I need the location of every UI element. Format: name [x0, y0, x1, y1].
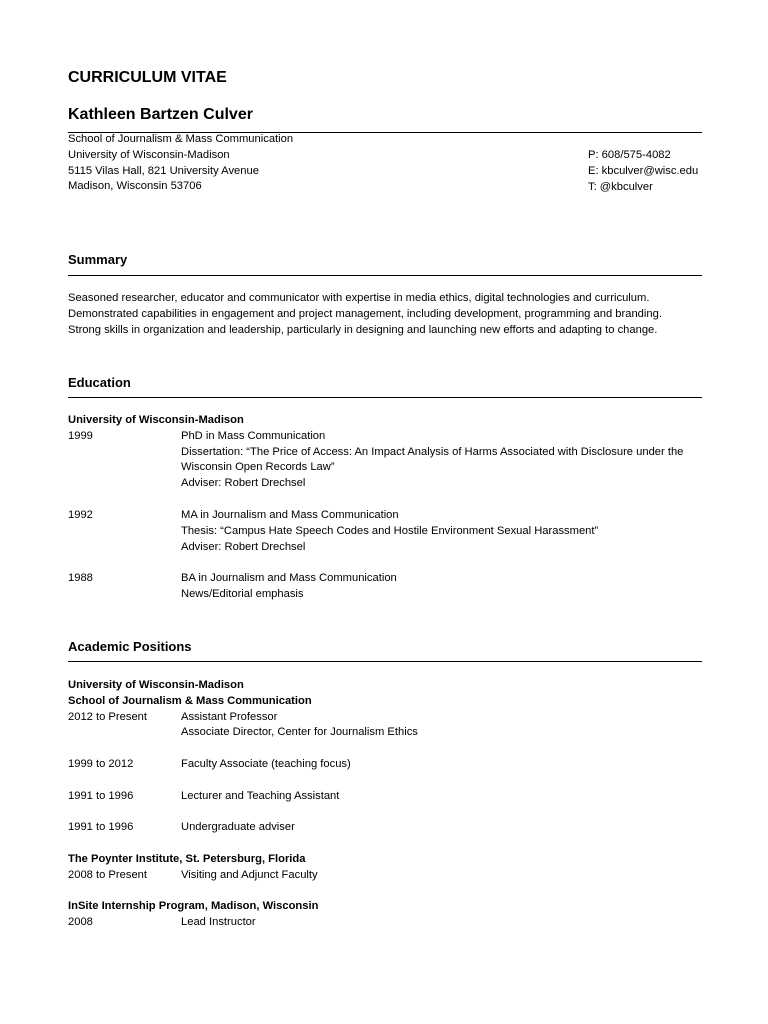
summary-divider: [68, 275, 702, 276]
summary-line: Seasoned researcher, educator and communicator with expertise in media ethics, digital technologies and curriculum.: [68, 292, 650, 304]
education-year: 1992: [68, 509, 93, 521]
position-title: Undergraduate adviser: [181, 821, 295, 833]
person-name: Kathleen Bartzen Culver: [68, 106, 253, 123]
email-address: E: kbculver@wisc.edu: [588, 164, 699, 177]
education-divider: [68, 397, 702, 398]
dissertation-line: Dissertation: “The Price of Access: An Impact Analysis of Harms Associated with Disclosure under the: [181, 445, 684, 458]
position-years: 2008: [68, 915, 93, 928]
education-heading: Education: [68, 375, 131, 390]
position-institution: The Poynter Institute, St. Petersburg, Florida: [68, 853, 306, 865]
position-years: 2012 to Present: [68, 710, 147, 723]
degree-title: BA in Journalism and Mass Communication: [181, 572, 397, 584]
address-line: Madison, Wisconsin 53706: [68, 180, 202, 193]
position-title: Assistant Professor: [181, 710, 278, 723]
adviser-line: Adviser: Robert Drechsel: [181, 540, 306, 553]
position-institution: University of Wisconsin-Madison: [68, 679, 244, 691]
position-entry: [68, 710, 706, 742]
education-entry: [68, 571, 706, 603]
summary-line: Strong skills in organization and leadership, particularly in designing and launching new efforts and adapting to change.: [68, 323, 658, 336]
education-institution: University of Wisconsin-Madison: [68, 414, 244, 426]
phone-number: P: 608/575-4082: [588, 149, 671, 161]
position-department: School of Journalism & Mass Communication: [68, 694, 312, 707]
address-line: 5115 Vilas Hall, 821 University Avenue: [68, 164, 259, 177]
summary-line: Demonstrated capabilities in engagement and project management, including development, programming and branding.: [68, 307, 662, 320]
education-entry: [68, 508, 706, 555]
position-title: Visiting and Adjunct Faculty: [181, 868, 318, 881]
position-group: [68, 678, 706, 741]
document-title: CURRICULUM VITAE: [68, 69, 227, 86]
education-entry: [68, 429, 706, 492]
degree-title: MA in Journalism and Mass Communication: [181, 509, 399, 521]
position-years: 1991 to 1996: [68, 821, 134, 833]
position-entry: [68, 757, 706, 773]
adviser-line: Adviser: Robert Drechsel: [181, 477, 306, 490]
position-title: Faculty Associate (teaching focus): [181, 758, 351, 770]
position-title: Lead Instructor: [181, 915, 256, 928]
address-block: [68, 132, 293, 195]
position-institution: InSite Internship Program, Madison, Wisconsin: [68, 900, 319, 912]
position-years: 1999 to 2012: [68, 758, 134, 770]
education-block: [68, 413, 706, 492]
position-years: 2008 to Present: [68, 868, 147, 881]
academic-positions-divider: [68, 661, 702, 662]
position-entry: [68, 820, 706, 836]
thesis-line: Thesis: “Campus Hate Speech Codes and Hostile Environment Sexual Harassment”: [181, 524, 599, 537]
position-entry: [68, 789, 706, 805]
position-entry: [68, 868, 706, 884]
summary-heading: Summary: [68, 252, 128, 267]
education-year: 1988: [68, 572, 93, 584]
degree-emphasis: News/Editorial emphasis: [181, 587, 304, 600]
contact-block: [588, 148, 698, 195]
degree-title: PhD in Mass Communication: [181, 429, 326, 442]
position-group: [68, 899, 706, 931]
dissertation-line: Wisconsin Open Records Law”: [181, 461, 335, 474]
position-title: Lecturer and Teaching Assistant: [181, 790, 340, 802]
position-group: [68, 852, 706, 884]
twitter-handle: T: @kbculver: [588, 180, 653, 193]
address-line: School of Journalism & Mass Communication: [68, 133, 294, 145]
position-title: Associate Director, Center for Journalism Ethics: [181, 726, 418, 739]
address-line: University of Wisconsin-Madison: [68, 148, 230, 161]
education-year: 1999: [68, 429, 93, 442]
position-entry: [68, 915, 706, 931]
summary-text: [68, 291, 708, 338]
academic-positions-heading: Academic Positions: [68, 639, 192, 654]
position-years: 1991 to 1996: [68, 790, 134, 802]
